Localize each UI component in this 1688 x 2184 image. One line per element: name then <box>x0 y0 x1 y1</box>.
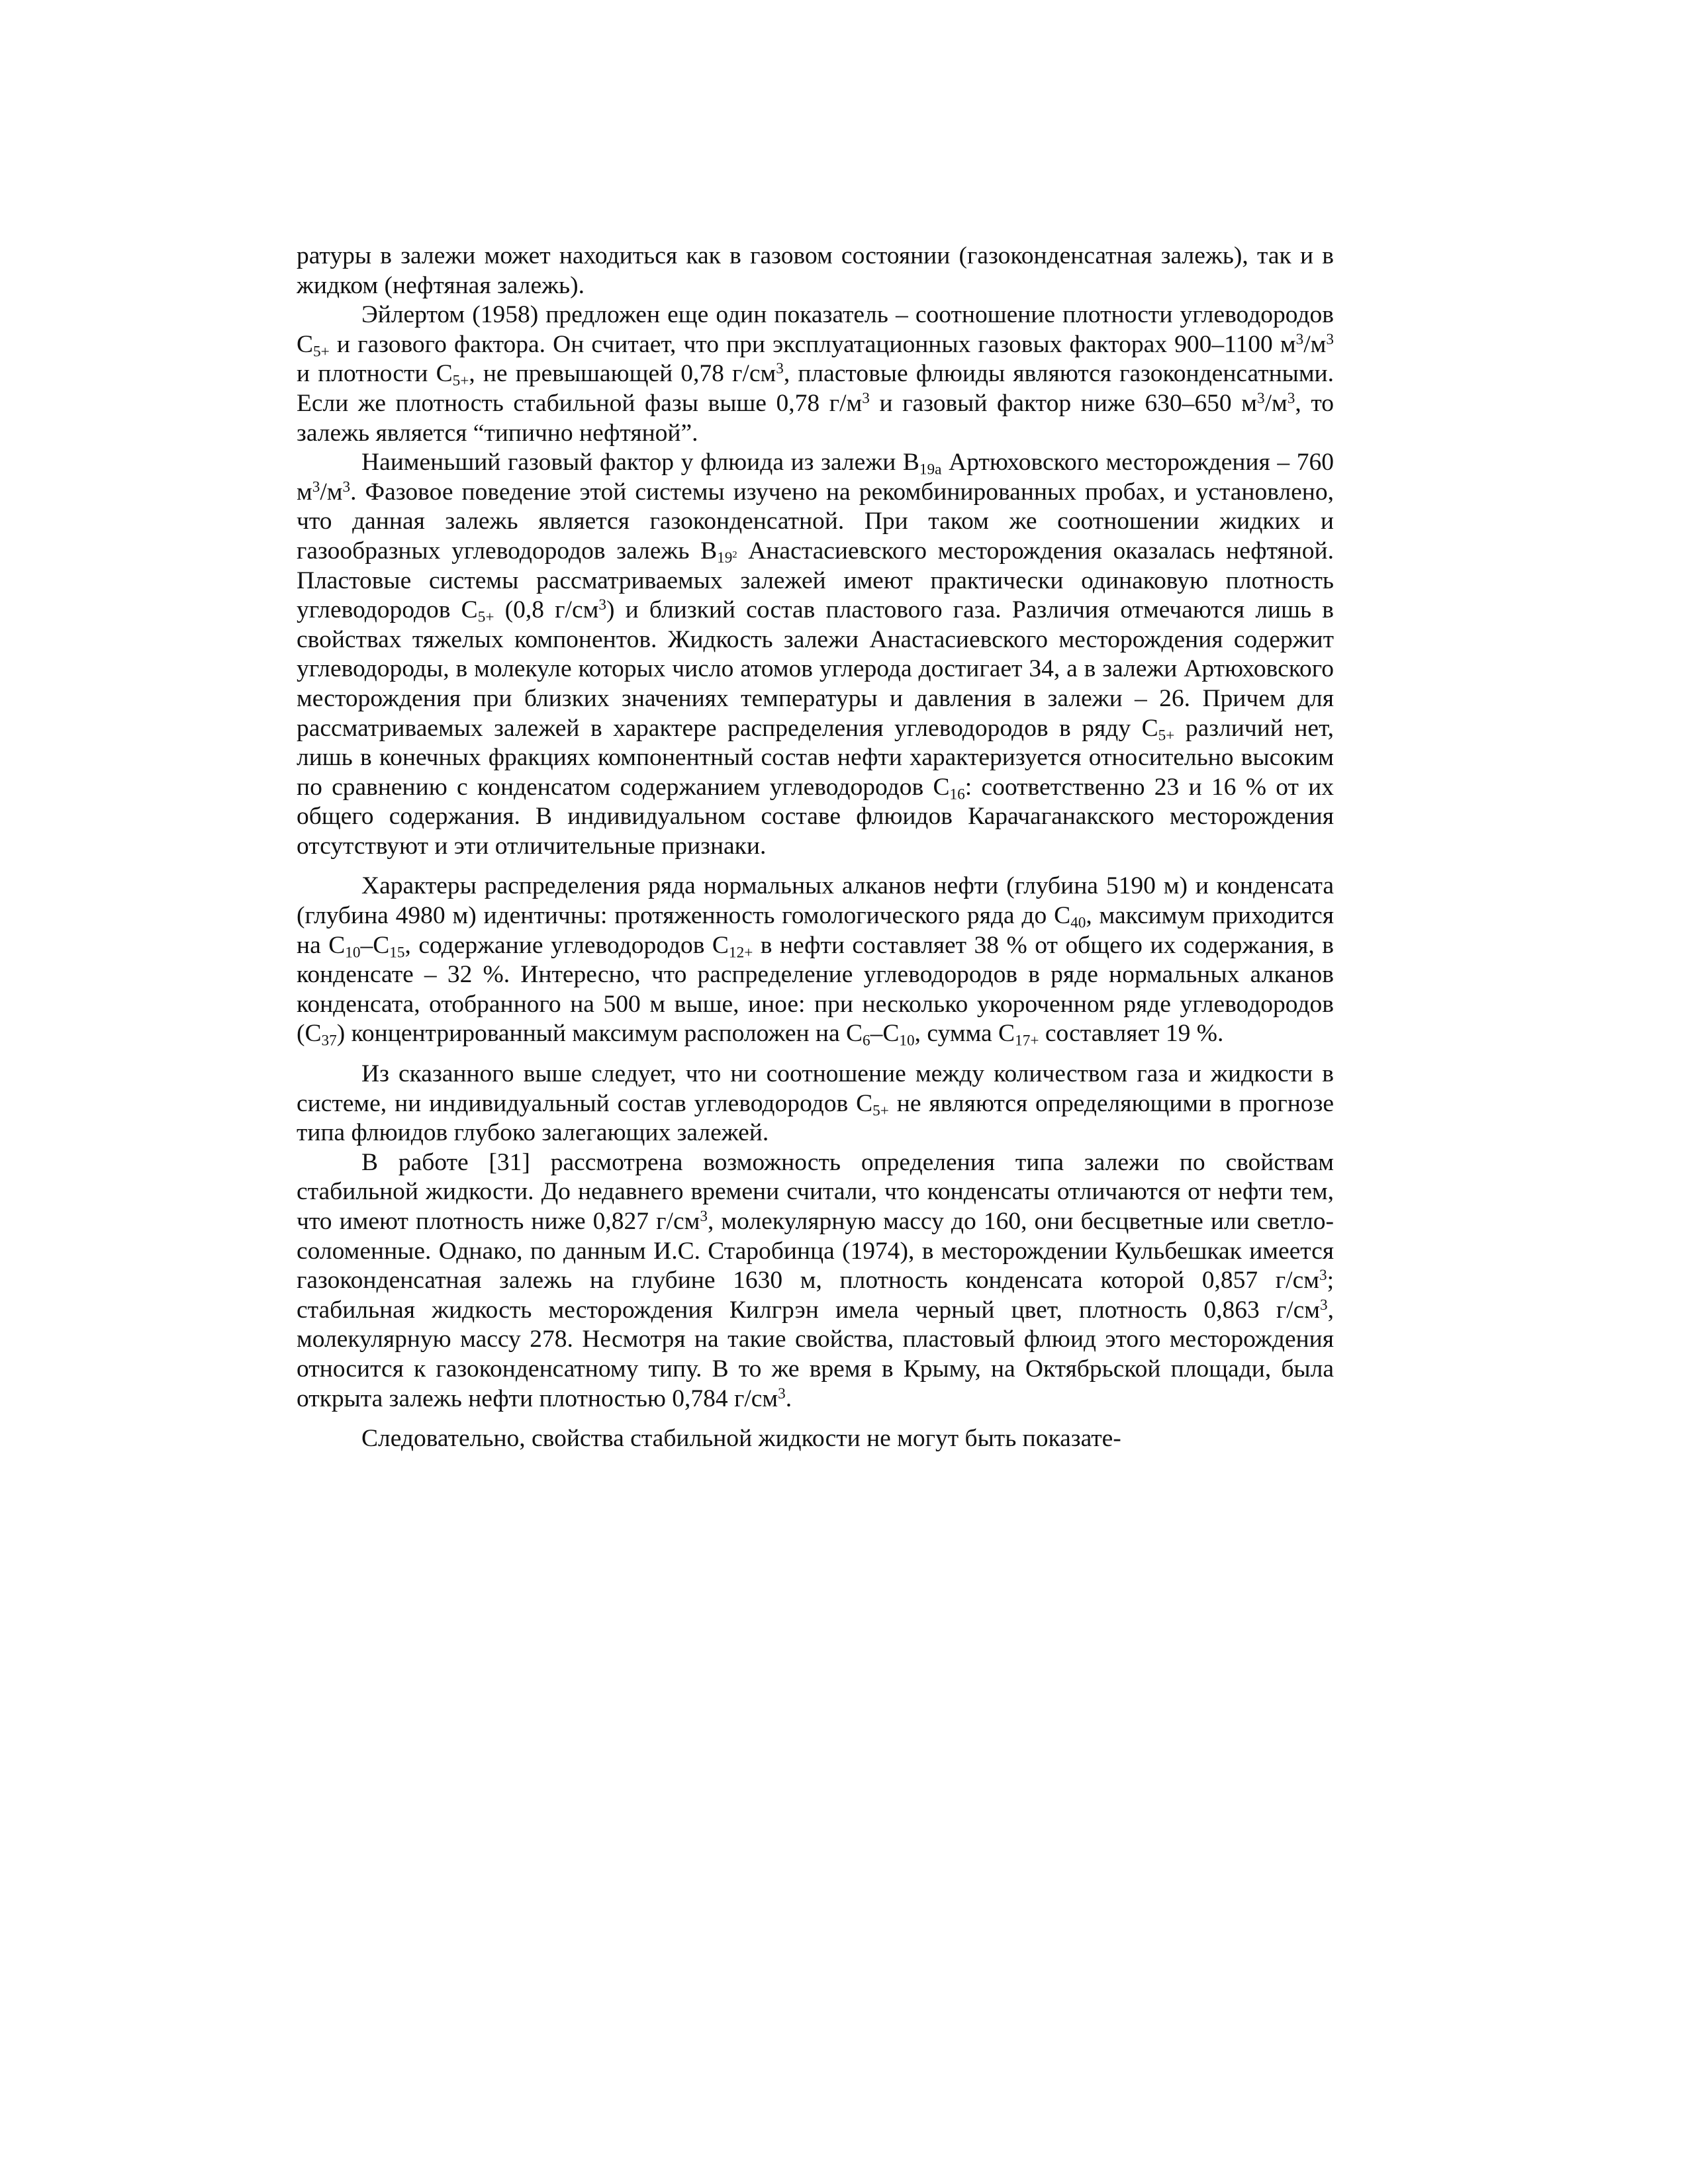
paragraph-3: Наименьший газовый фактор у флюида из залежи $В_{19а}$ Артюховского месторождения – 760 $м^3/м^3$. Фазовое поведение этой системы изучено на рекомбинированных пробах, и установлено, что данная залежь является газоконденсатной. При таком же соотношении жидких и газообразных углеводородов залежь $В_{19^2}$ Анастасиевского месторождения оказалась нефтяной. Пластовые системы рассматриваемых залежей имеют практически одинаковую плотность углеводородов $С_{5+}$ (0,8 $г/см^3$) и близкий состав пластового газа. Различия отмечаются лишь в свойствах тяжелых компонентов. Жидкость залежи Анастасиевского месторождения содержит углеводороды, в молекуле которых число атомов углерода достигает 34, а в залежи Артюховского месторождения при близких значениях температуры и давления в залежи – 26. Причем для рассматриваемых залежей в характере распределения углеводородов в ряду $С_{5+}$ различий нет, лишь в конечных фракциях компонентный состав нефти характеризуется относительно высоким по сравнению с конденсатом содержанием углеводородов $С_{16}$: соответственно 23 и 16 % от их общего содержания. В индивидуальном составе флюидов Карачаганакского месторождения отсутствуют и эти отличительные признаки. <box>297 449 1335 860</box>
document-body <box>297 242 1334 1454</box>
paragraph-6: В работе [31] рассмотрена возможность определения типа залежи по свойствам стабильной жидкости. До недавнего времени считали, что конденсаты отличаются от нефти тем, что имеют плотность ниже 0,827 $г/см^3$, молекулярную массу до 160, они бесцветные или светло-соломенные. Однако, по данным И.С. Старобинца (1974), в месторождении Кульбешкак имеется газоконденсатная залежь на глубине 1630 м, плотность конденсата которой 0,857 $г/см^3$; стабильная жидкость месторождения Килгрэн имела черный цвет, плотность 0,863 $г/см^3$, молекулярную массу 278. Несмотря на такие свойства, пластовый флюид этого месторождения относится к газоконденсатному типу. В то же время в Крыму, на Октябрьской площади, была открыта залежь нефти плотностью 0,784 $г/см^3$. <box>297 1148 1334 1412</box>
paragraph-7: Следовательно, свойства стабильной жидкости не могут быть показате- <box>361 1425 1121 1453</box>
paragraph-2: Эйлертом (1958) предложен еще один показатель – соотношение плотности углеводородов $С_{5+}$ и газового фактора. Он считает, что при эксплуатационных газовых факторах 900–1100 $м^3/м^3$ и плотности $С_{5+}$, не превышающей 0,78 $г/см^3$, пластовые флюиды являются газоконденсатными. Если же плотность стабильной фазы выше 0,78 $г/м^3$ и газовый фактор ниже 630–650 $м^3/м^3$, то залежь является “типично нефтяной”. <box>297 301 1335 447</box>
paragraph-4: Характеры распределения ряда нормальных алканов нефти (глубина 5190 м) и конденсата (глубина 4980 м) идентичны: протяженность гомологического ряда до $С_{40}$, максимум приходится на $С_{10}-С_{15}$, содержание углеводородов $С_{12+}$ в нефти составляет 38 % от общего их содержания, в конденсате – 32 %. Интересно, что распределение углеводородов в ряде нормальных алканов конденсата, отобранного на 500 м выше, иное: при несколько укороченном ряде углеводородов $(С_{37})$ концентрированный максимум расположен на $С_6-С_{10}$, сумма $С_{17+}$ составляет 19 %. <box>297 872 1334 1050</box>
paragraph-5: Из сказанного выше следует, что ни соотношение между количеством газа и жидкости в системе, ни индивидуальный состав углеводородов $С_{5+}$ не являются определяющими в прогнозе типа флюидов глубоко залегающих залежей. <box>297 1060 1334 1147</box>
paragraph-1: ратуры в залежи может находиться как в газовом состоянии (газоконденсатная залежь), так и в жидком (нефтяная залежь). <box>297 242 1334 299</box>
